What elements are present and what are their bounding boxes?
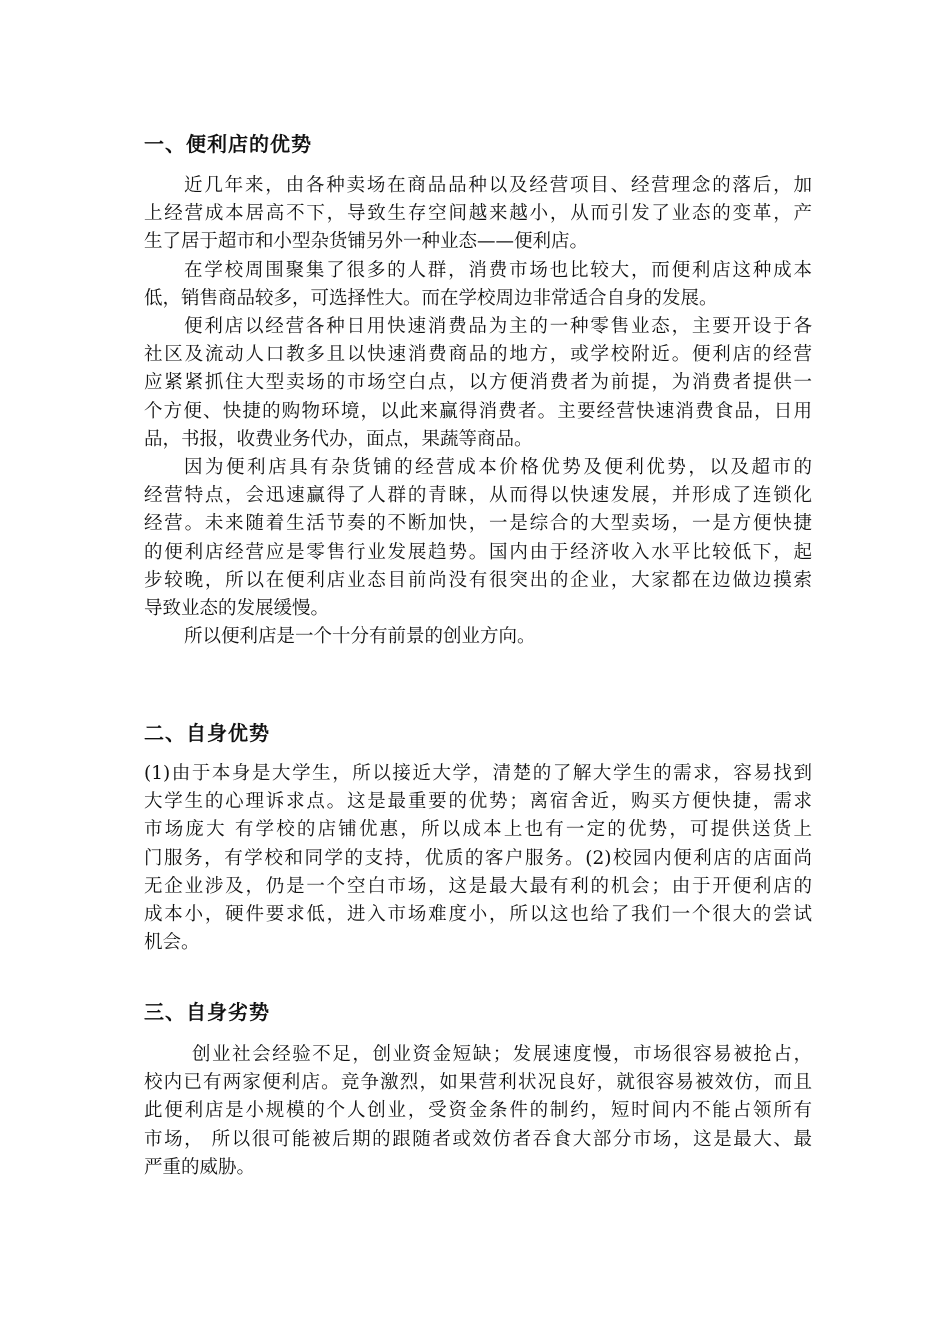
text-line: 导致业态的发展缓慢。: [144, 598, 330, 620]
text-line: 经营。未来随着生活节奏的不断加快，一是综合的大型卖场，一是方便快捷: [144, 513, 812, 535]
text-line: 应紧紧抓住大型卖场的市场空白点，以方便消费者为前提，为消费者提供一: [144, 372, 812, 394]
text-line: 便利店以经营各种日用快速消费品为主的一种零售业态，主要开设于各: [184, 316, 812, 338]
text-line: 步较晚，所以在便利店业态目前尚没有很突出的企业，大家都在边做边摸索: [144, 569, 812, 591]
text-line: 生了居于超市和小型杂货铺另外一种业态——便利店。: [144, 231, 589, 253]
text-line: 大学生的心理诉求点。这是最重要的优势；离宿舍近，购买方便快捷，需求: [144, 791, 812, 813]
paragraph: [144, 172, 812, 257]
text-line: (1)由于本身是大学生，所以接近大学，清楚的了解大学生的需求，容易找到: [144, 763, 812, 784]
text-line: 个方便、快捷的购物环境，以此来赢得消费者。主要经营快速消费食品，日用: [144, 400, 812, 422]
text-line: 因为便利店具有杂货铺的经营成本价格优势及便利优势，以及超市的: [184, 457, 812, 479]
section-body-weaknesses: [144, 1041, 812, 1182]
text-line: 成本小，硬件要求低，进入市场难度小，所以这也给了我们一个很大的尝试: [144, 904, 812, 926]
text-line: 创业社会经验不足，创业资金短缺；发展速度慢，市场很容易被抢占，: [192, 1044, 812, 1065]
text-line: 近几年来，由各种卖场在商品品种以及经营项目、经营理念的落后，加: [184, 175, 812, 196]
text-line: 机会。: [144, 932, 200, 954]
section-body-advantages: [144, 172, 812, 651]
text-line: 严重的威胁。: [144, 1156, 256, 1178]
text-line: 无企业涉及，仍是一个空白市场，这是最大最有利的机会；由于开便利店的: [144, 875, 812, 897]
text-line: 上经营成本居高不下，导致生存空间越来越小，从而引发了业态的变革，产: [144, 203, 812, 225]
section-heading-strengths: 二、自身优势: [144, 721, 270, 745]
section-heading-weaknesses: 三、自身劣势: [144, 1000, 270, 1024]
paragraph: [144, 257, 812, 313]
paragraph: [144, 623, 812, 651]
paragraph: [144, 454, 812, 623]
paragraph: [144, 1041, 812, 1182]
paragraph: [144, 313, 812, 454]
text-line: 门服务，有学校和同学的支持，优质的客户服务。(2)校园内便利店的店面尚: [144, 847, 812, 869]
text-line: 品，书报，收费业务代办，面点，果蔬等商品。: [144, 428, 533, 450]
paragraph: [144, 760, 812, 957]
text-line: 此便利店是小规模的个人创业，受资金条件的制约，短时间内不能占领所有: [144, 1100, 812, 1122]
section-heading-advantages: 一、便利店的优势: [144, 132, 312, 156]
text-line: 经营特点，会迅速赢得了人群的青睐，从而得以快速发展，并形成了连锁化: [144, 485, 812, 507]
text-line: 社区及流动人口教多且以快速消费商品的地方，或学校附近。便利店的经营: [144, 344, 812, 366]
text-line: 的便利店经营应是零售行业发展趋势。国内由于经济收入水平比较低下，起: [144, 541, 812, 563]
text-line: 市场， 所以很可能被后期的跟随者或效仿者吞食大部分市场，这是最大、最: [144, 1128, 812, 1150]
text-line: 所以便利店是一个十分有前景的创业方向。: [184, 626, 536, 648]
text-line: 在学校周围聚集了很多的人群，消费市场也比较大，而便利店这种成本: [184, 259, 812, 281]
text-line: 市场庞大 有学校的店铺优惠，所以成本上也有一定的优势，可提供送货上: [144, 819, 812, 841]
section-body-strengths: [144, 760, 812, 957]
text-line: 校内已有两家便利店。竞争激烈，如果营利状况良好，就很容易被效仿，而且: [144, 1072, 812, 1094]
text-line: 低，销售商品较多，可选择性大。而在学校周边非常适合自身的发展。: [144, 287, 718, 309]
